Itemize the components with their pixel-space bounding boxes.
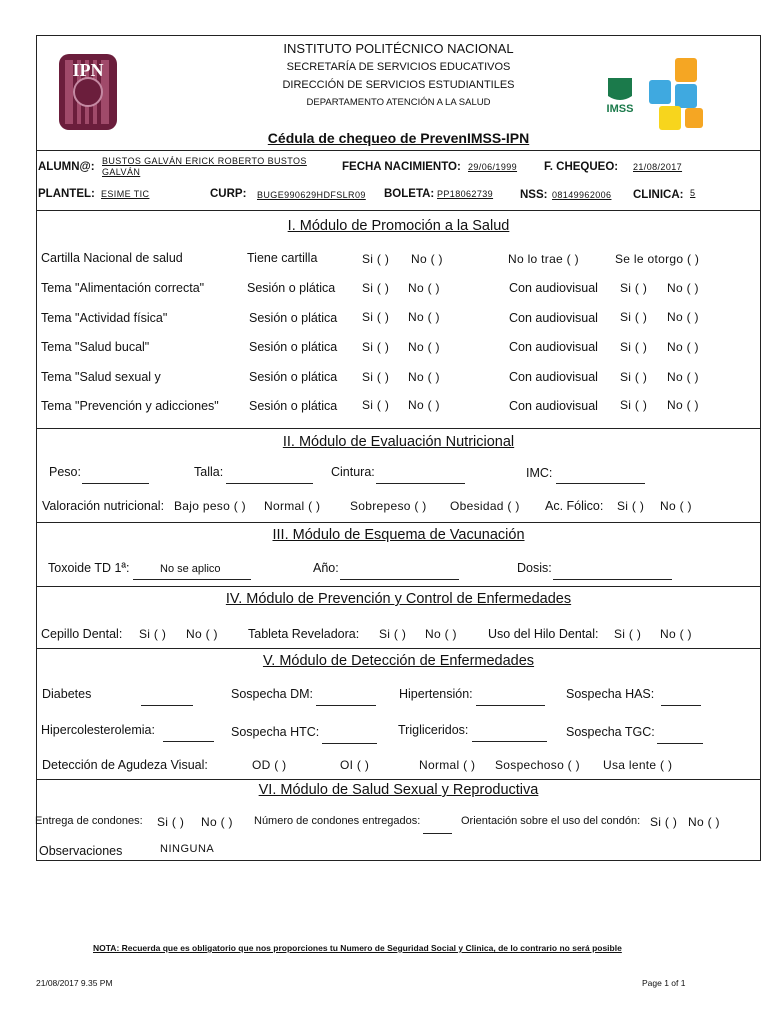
entrega-no-option[interactable]: No ( ) xyxy=(201,815,233,829)
sesion-no-option[interactable]: No ( ) xyxy=(408,370,440,384)
cartilla-label: Cartilla Nacional de salud xyxy=(41,251,183,265)
audiovisual-label: Con audiovisual xyxy=(509,311,598,325)
section-6-title: VI. Módulo de Salud Sexual y Reproductiva xyxy=(258,782,539,798)
toxoide-field[interactable] xyxy=(133,579,251,580)
tiene-cartilla-label: Tiene cartilla xyxy=(247,251,318,265)
sesion-si-option[interactable]: Si ( ) xyxy=(362,310,390,324)
sesion-label: Sesión o plática xyxy=(249,399,338,413)
sobrepeso-option[interactable]: Sobrepeso ( ) xyxy=(350,499,427,513)
anio-label: Año: xyxy=(313,561,339,575)
sesion-si-option[interactable]: Si ( ) xyxy=(362,398,390,412)
alumno-label: ALUMN@: xyxy=(38,161,95,173)
tema-row-label: Tema "Alimentación correcta" xyxy=(41,281,205,295)
section-5-title: V. Módulo de Detección de Enfermedades xyxy=(262,653,535,669)
peso-label: Peso: xyxy=(49,465,81,479)
obesidad-option[interactable]: Obesidad ( ) xyxy=(450,499,520,513)
sesion-no-option[interactable]: No ( ) xyxy=(408,398,440,412)
trigliceridos-field[interactable] xyxy=(472,741,547,742)
audiovisual-si-option[interactable]: Si ( ) xyxy=(620,310,648,324)
section-2-title: II. Módulo de Evaluación Nutricional xyxy=(282,434,515,450)
audiovisual-label: Con audiovisual xyxy=(509,370,598,384)
sesion-label: Sesión o plática xyxy=(247,281,336,295)
hilo-label: Uso del Hilo Dental: xyxy=(488,627,599,641)
fecha-chequeo-value: 21/08/2017 xyxy=(633,162,683,172)
direction-name: DIRECCIÓN DE SERVICIOS ESTUDIANTILES xyxy=(282,79,515,91)
sospecha-tgc-field[interactable] xyxy=(657,743,703,744)
audiovisual-label: Con audiovisual xyxy=(509,281,598,295)
tableta-label: Tableta Reveladora: xyxy=(248,627,360,641)
audiovisual-no-option[interactable]: No ( ) xyxy=(667,310,699,324)
bajo-peso-option[interactable]: Bajo peso ( ) xyxy=(174,499,246,513)
institution-name: INSTITUTO POLITÉCNICO NACIONAL xyxy=(283,41,514,56)
audiovisual-si-option[interactable]: Si ( ) xyxy=(620,398,648,412)
tema-row-label: Tema "Salud bucal" xyxy=(41,340,150,354)
clinica-label: CLINICA: xyxy=(633,189,684,201)
svg-text:IPN: IPN xyxy=(72,60,104,80)
audiovisual-no-option[interactable]: No ( ) xyxy=(667,398,699,412)
tableta-no-option[interactable]: No ( ) xyxy=(425,627,457,641)
footer-timestamp: 21/08/2017 9.35 PM xyxy=(36,978,113,988)
hipercolesterolemia-label: Hipercolesterolemia: xyxy=(41,723,155,737)
imss-logo xyxy=(600,74,640,114)
audiovisual-no-option[interactable]: No ( ) xyxy=(667,340,699,354)
boleta-value: PP18062739 xyxy=(437,189,494,199)
audiovisual-no-option[interactable]: No ( ) xyxy=(667,370,699,384)
hipertension-field[interactable] xyxy=(476,705,545,706)
audiovisual-si-option[interactable]: Si ( ) xyxy=(620,340,648,354)
svg-text:IMSS: IMSS xyxy=(606,103,634,114)
boleta-label: BOLETA: xyxy=(384,188,435,200)
cepillo-si-option[interactable]: Si ( ) xyxy=(139,627,167,641)
section-3-title: III. Módulo de Esquema de Vacunación xyxy=(272,527,525,543)
fecha-chequeo-label: F. CHEQUEO: xyxy=(544,161,619,173)
audiovisual-label: Con audiovisual xyxy=(509,340,598,354)
cepillo-label: Cepillo Dental: xyxy=(41,627,123,641)
divider xyxy=(36,586,761,587)
cintura-field[interactable] xyxy=(376,483,465,484)
clinica-value: 5 xyxy=(690,188,696,198)
tema-row-label: Tema "Prevención y adicciones" xyxy=(41,399,219,413)
divider xyxy=(36,648,761,649)
hipertension-label: Hipertensión: xyxy=(399,687,473,701)
numero-condones-label: Número de condones entregados: xyxy=(254,815,421,827)
entrega-condones-label: Entrega de condones: xyxy=(35,815,143,827)
sesion-si-option[interactable]: Si ( ) xyxy=(362,370,390,384)
talla-field[interactable] xyxy=(226,483,313,484)
diabetes-field[interactable] xyxy=(141,705,193,706)
alumno-value-2: GALVÁN xyxy=(102,167,141,177)
cartilla-no-option[interactable]: No ( ) xyxy=(411,252,443,266)
od-option[interactable]: OD ( ) xyxy=(252,758,287,772)
footer-note: NOTA: Recuerda que es obligatorio que nos proporciones tu Numero de Seguridad Social y Clinica, de lo contrario no será posible xyxy=(93,943,622,953)
normal-option[interactable]: Normal ( ) xyxy=(264,499,321,513)
sospecha-htc-field[interactable] xyxy=(322,743,377,744)
curp-label: CURP: xyxy=(210,188,247,200)
sospecha-htc-label: Sospecha HTC: xyxy=(231,725,320,739)
sesion-label: Sesión o plática xyxy=(249,340,338,354)
sospecha-has-field[interactable] xyxy=(661,705,701,706)
imc-field[interactable] xyxy=(556,483,645,484)
no-lo-trae-option[interactable]: No lo trae ( ) xyxy=(508,252,579,266)
audiovisual-si-option[interactable]: Si ( ) xyxy=(620,370,648,384)
secretariat-name: SECRETARÍA DE SERVICIOS EDUCATIVOS xyxy=(286,61,511,73)
form-title: Cédula de chequeo de PrevenIMSS-IPN xyxy=(267,130,530,146)
sesion-no-option[interactable]: No ( ) xyxy=(408,310,440,324)
divider xyxy=(36,150,761,151)
divider xyxy=(36,428,761,429)
sospechoso-option[interactable]: Sospechoso ( ) xyxy=(495,758,580,772)
tema-row-label: Tema "Actividad física" xyxy=(41,311,168,325)
hilo-no-option[interactable]: No ( ) xyxy=(660,627,692,641)
se-le-otorgo-option[interactable]: Se le otorgo ( ) xyxy=(615,252,700,266)
numero-condones-field[interactable] xyxy=(423,833,452,834)
section-4-title: IV. Módulo de Prevención y Control de Enfermedades xyxy=(225,591,572,607)
alumno-value-1: BUSTOS GALVÁN ERICK ROBERTO BUSTOS xyxy=(102,156,307,166)
imc-label: IMC: xyxy=(526,466,553,480)
acido-folico-label: Ac. Fólico: xyxy=(545,499,604,513)
trigliceridos-label: Trigliceridos: xyxy=(398,723,469,737)
toxoide-value: No se aplico xyxy=(160,563,221,575)
section-1-title: I. Módulo de Promoción a la Salud xyxy=(287,218,510,234)
plantel-value: ESIME TIC xyxy=(101,189,150,199)
sesion-label: Sesión o plática xyxy=(249,311,338,325)
diabetes-label: Diabetes xyxy=(42,687,92,701)
valoracion-label: Valoración nutricional: xyxy=(42,499,165,513)
acido-folico-no-option[interactable]: No ( ) xyxy=(660,499,692,513)
divider xyxy=(36,522,761,523)
department-name: DEPARTAMENTO ATENCIÓN A LA SALUD xyxy=(306,97,491,108)
sesion-si-option[interactable]: Si ( ) xyxy=(362,340,390,354)
divider xyxy=(36,210,761,211)
entrega-si-option[interactable]: Si ( ) xyxy=(157,815,185,829)
hipercolesterolemia-field[interactable] xyxy=(163,741,214,742)
orientacion-label: Orientación sobre el uso del condón: xyxy=(461,815,641,827)
oi-option[interactable]: OI ( ) xyxy=(340,758,370,772)
sesion-no-option[interactable]: No ( ) xyxy=(408,281,440,295)
orientacion-no-option[interactable]: No ( ) xyxy=(688,815,720,829)
ipn-logo xyxy=(55,46,121,138)
tema-row-label: Tema "Salud sexual y xyxy=(41,370,161,384)
dosis-field[interactable] xyxy=(553,579,672,580)
divider xyxy=(36,779,761,780)
normal-vision-option[interactable]: Normal ( ) xyxy=(419,758,476,772)
observaciones-value: NINGUNA xyxy=(160,843,215,855)
audiovisual-si-option[interactable]: Si ( ) xyxy=(620,281,648,295)
sesion-label: Sesión o plática xyxy=(249,370,338,384)
audiovisual-no-option[interactable]: No ( ) xyxy=(667,281,699,295)
hilo-si-option[interactable]: Si ( ) xyxy=(614,627,642,641)
orientacion-si-option[interactable]: Si ( ) xyxy=(650,815,678,829)
plantel-label: PLANTEL: xyxy=(38,188,95,200)
anio-field[interactable] xyxy=(340,579,459,580)
cepillo-no-option[interactable]: No ( ) xyxy=(186,627,218,641)
talla-label: Talla: xyxy=(194,465,224,479)
observaciones-label: Observaciones xyxy=(39,844,123,858)
fecha-nacimiento-label: FECHA NACIMIENTO: xyxy=(342,161,461,173)
curp-value: BUGE990629HDFSLR09 xyxy=(257,190,366,200)
audiovisual-label: Con audiovisual xyxy=(509,399,598,413)
agudeza-visual-label: Detección de Agudeza Visual: xyxy=(42,758,208,772)
tableta-si-option[interactable]: Si ( ) xyxy=(379,627,407,641)
cartilla-si-option[interactable]: Si ( ) xyxy=(362,252,390,266)
sesion-no-option[interactable]: No ( ) xyxy=(408,340,440,354)
sospecha-tgc-label: Sospecha TGC: xyxy=(566,725,655,739)
sesion-si-option[interactable]: Si ( ) xyxy=(362,281,390,295)
acido-folico-si-option[interactable]: Si ( ) xyxy=(617,499,645,513)
sospecha-dm-field[interactable] xyxy=(316,705,376,706)
sospecha-dm-label: Sospecha DM: xyxy=(231,687,313,701)
cintura-label: Cintura: xyxy=(331,465,375,479)
fecha-nacimiento-value: 29/06/1999 xyxy=(468,162,518,172)
dosis-label: Dosis: xyxy=(517,561,552,575)
nss-value: 08149962006 xyxy=(552,190,612,200)
peso-field[interactable] xyxy=(82,483,149,484)
toxoide-label: Toxoide TD 1ª: xyxy=(48,561,130,575)
nss-label: NSS: xyxy=(520,189,548,201)
prevenimss-blocks-icon xyxy=(645,56,707,134)
usa-lente-option[interactable]: Usa lente ( ) xyxy=(603,758,673,772)
sospecha-has-label: Sospecha HAS: xyxy=(566,687,655,701)
footer-page-number: Page 1 of 1 xyxy=(642,978,686,988)
